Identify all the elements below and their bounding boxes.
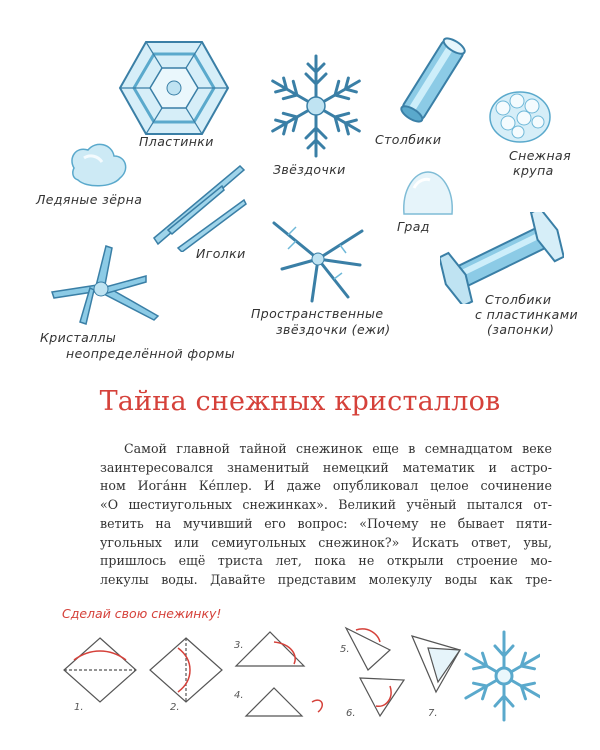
paragraph-line: «О шестиугольных снежинках». Великий учёный пытался от- [100,497,552,513]
step-number: 1. [74,702,84,713]
step-number: 2. [170,702,180,713]
paragraph-line: заинтересовался знаменитый немецкий математик и астро- [100,459,552,475]
plate-crystal-illustration [118,38,230,138]
irregular-crystal-illustration [46,240,168,330]
irregular-caption-1: Кристаллы [40,330,117,345]
capped-caption-1: Столбики [485,292,552,307]
hail-caption: Град [397,219,430,234]
paragraph-line: пришлось ещё триста лет, пока не открыли строение мо- [100,553,552,569]
capped-caption-2: с пластинками [475,307,579,322]
page-title: Тайна снежных кристаллов [99,386,501,417]
graupel-illustration [485,86,555,148]
step-number: 3. [234,640,244,651]
spatial-caption-2: звёздочки (ежи) [276,322,391,337]
paragraph-line: угольных или семиугольных снежинок?» Искать ответ, увы, [100,534,552,550]
needles-illustration [148,160,248,252]
columns-caption: Столбики [375,132,442,147]
paragraph-line: ном Иога́нн Ке́плер. И даже опубликовал целое сочинение [100,478,552,494]
step-number: 7. [428,708,438,719]
graupel-caption-1: Снежная [509,148,572,163]
paragraph-line: лекулы воды. Давайте представим молекулу воды как тре- [100,571,552,587]
spatial-star-illustration [265,212,371,306]
step-number: 5. [340,644,350,655]
graupel-caption-2: крупа [513,163,554,178]
star-crystal-illustration [257,50,375,162]
step-number: 6. [346,708,356,719]
folding-steps-illustration [60,620,540,732]
paragraph-line: ветить на мучивший его вопрос: «Почему не бывает пяти- [100,515,552,531]
body-paragraph [100,440,552,590]
hail-illustration [400,168,456,218]
ice-grain-illustration [66,138,132,190]
step-number: 4. [234,690,244,701]
plates-caption: Пластинки [139,134,214,149]
spatial-caption-1: Пространственные [251,306,384,321]
stars-caption: Звёздочки [273,162,346,177]
capped-caption-3: (запонки) [487,322,555,337]
paragraph-line: Самой главной тайной снежинок еще в семнадцатом веке [124,441,552,456]
needles-caption: Иголки [196,246,246,261]
ice-grains-caption: Ледяные зёрна [36,192,143,207]
make-snowflake-label: Сделай свою снежинку! [62,606,222,621]
capped-column-illustration [440,212,564,304]
irregular-caption-2: неопределённой формы [66,346,235,361]
column-crystal-illustration [388,28,478,132]
